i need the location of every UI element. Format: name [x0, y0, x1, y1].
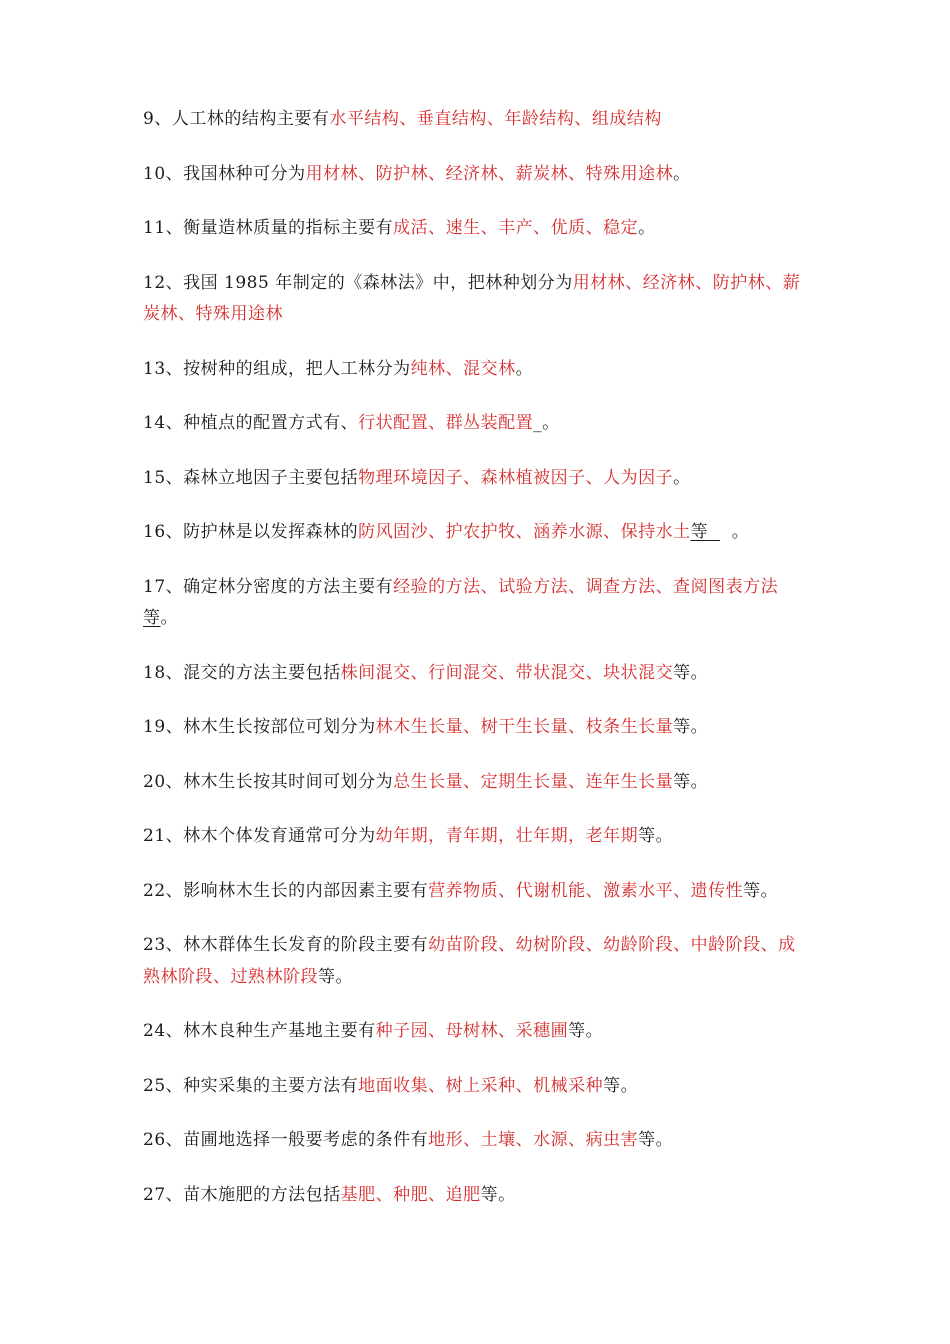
list-item	[143, 104, 813, 136]
list-item	[143, 1125, 813, 1157]
item-suffix: 。	[515, 358, 534, 379]
item-suffix: 等。	[743, 880, 779, 901]
answer-text: 行状配置、群丛装配置	[358, 413, 534, 433]
item-suffix: 。	[673, 467, 691, 488]
answer-text: 林木生长量、树干生长量、枝条生长量	[375, 717, 674, 737]
list-item	[143, 268, 813, 331]
blank-mark: _	[533, 413, 543, 433]
answer-text: 物理环境因子、森林植被因子、人为因子	[358, 467, 674, 488]
list-item	[143, 213, 813, 245]
item-text: 27、苗木施肥的方法包括	[143, 1184, 341, 1205]
item-suffix: 等。	[603, 1075, 639, 1096]
item-text: 15、森林立地因子主要包括	[143, 467, 359, 488]
answer-text: 株间混交、行间混交、带状混交、块状混交	[340, 662, 674, 683]
item-text: 21、林木个体发育通常可分为	[143, 826, 376, 846]
item-suffix: 等。	[568, 1021, 604, 1041]
underlined-word: 等	[143, 608, 161, 628]
answer-text: 地面收集、树上采种、机械采种	[358, 1075, 604, 1096]
item-text: 13、按树种的组成，把人工林分为	[143, 358, 411, 379]
item-text: 23、林木群体生长发育的阶段主要有	[143, 935, 429, 955]
item-suffix: 等。	[673, 662, 709, 683]
underline-gap	[708, 522, 720, 542]
item-text: 20、林木生长按其时间可划分为	[143, 771, 394, 792]
item-suffix: 等。	[480, 1184, 516, 1205]
item-text: 10、我国林种可分为	[143, 163, 306, 184]
item-text: 22、影响林木生长的内部因素主要有	[143, 880, 429, 901]
answer-text: 总生长量、定期生长量、连年生长量	[393, 771, 674, 792]
item-suffix: 。	[160, 608, 178, 628]
item-text: 16、防护林是以发挥森林的	[143, 522, 359, 542]
list-item	[143, 712, 813, 744]
list-item	[143, 658, 813, 690]
list-item	[143, 408, 813, 440]
list-item	[143, 159, 813, 191]
question-list	[143, 104, 813, 1234]
item-suffix: 。	[638, 218, 656, 238]
list-item	[143, 463, 813, 495]
list-item	[143, 876, 813, 908]
list-item	[143, 767, 813, 799]
answer-text: 基肥、种肥、追肥	[340, 1184, 481, 1205]
answer-text: 经验的方法、试验方法、调查方法、查阅图表方法	[393, 576, 779, 597]
item-text: 9、人工林的结构主要有	[143, 109, 330, 129]
answer-text: 幼年期，青年期，壮年期，老年期	[375, 826, 639, 846]
list-item	[143, 1180, 813, 1212]
list-item	[143, 821, 813, 853]
list-item	[143, 572, 813, 635]
item-text: 26、苗圃地选择一般要考虑的条件有	[143, 1130, 429, 1150]
underlined-word: 等	[690, 522, 709, 542]
answer-text: 用材林、防护林、经济林、薪炭林、特殊用途林	[305, 163, 674, 184]
item-suffix: 等。	[673, 771, 709, 792]
item-suffix: 等。	[673, 717, 709, 737]
item-suffix: 。	[731, 522, 750, 542]
item-text: 14、种植点的配置方式有、	[143, 413, 359, 433]
item-suffix: 。	[673, 163, 691, 184]
answer-text: 营养物质、代谢机能、激素水平、遗传性	[428, 880, 744, 901]
answer-text: 防风固沙、护农护牧、涵养水源、保持水土	[358, 522, 691, 542]
item-suffix: 等。	[638, 1130, 674, 1150]
answer-text: 纯林、混交林	[410, 358, 516, 379]
answer-text: 种子园、母树林、采穗圃	[375, 1021, 569, 1041]
answer-text: 地形、土壤、水源、病虫害	[428, 1130, 639, 1150]
item-text: 17、确定林分密度的方法主要有	[143, 576, 394, 597]
list-item	[143, 930, 813, 993]
answer-text: 成活、速生、丰产、优质、稳定	[393, 218, 639, 238]
item-suffix: 等。	[638, 826, 674, 846]
list-item	[143, 1016, 813, 1048]
item-text: 11、衡量造林质量的指标主要有	[143, 218, 394, 238]
answer-text: 幼苗阶段、幼树阶段、幼龄阶段、中龄阶段、成熟林阶段、过熟林阶段	[143, 935, 796, 987]
item-suffix: 等。	[318, 966, 353, 987]
list-item	[143, 354, 813, 386]
item-text: 12、我国 1985 年制定的《森林法》中，把林种划分为	[143, 272, 573, 293]
answer-text: 水平结构、垂直结构、年龄结构、组成结构	[329, 109, 662, 129]
list-item	[143, 1071, 813, 1103]
item-text: 25、种实采集的主要方法有	[143, 1075, 359, 1096]
item-suffix: 。	[542, 413, 560, 433]
item-text: 18、混交的方法主要包括	[143, 662, 341, 683]
answer-text: 用材林、经济林、防护林、薪炭林、特殊用途林	[143, 272, 801, 324]
list-item	[143, 517, 813, 549]
item-text: 24、林木良种生产基地主要有	[143, 1021, 376, 1041]
item-text: 19、林木生长按部位可划分为	[143, 717, 376, 737]
